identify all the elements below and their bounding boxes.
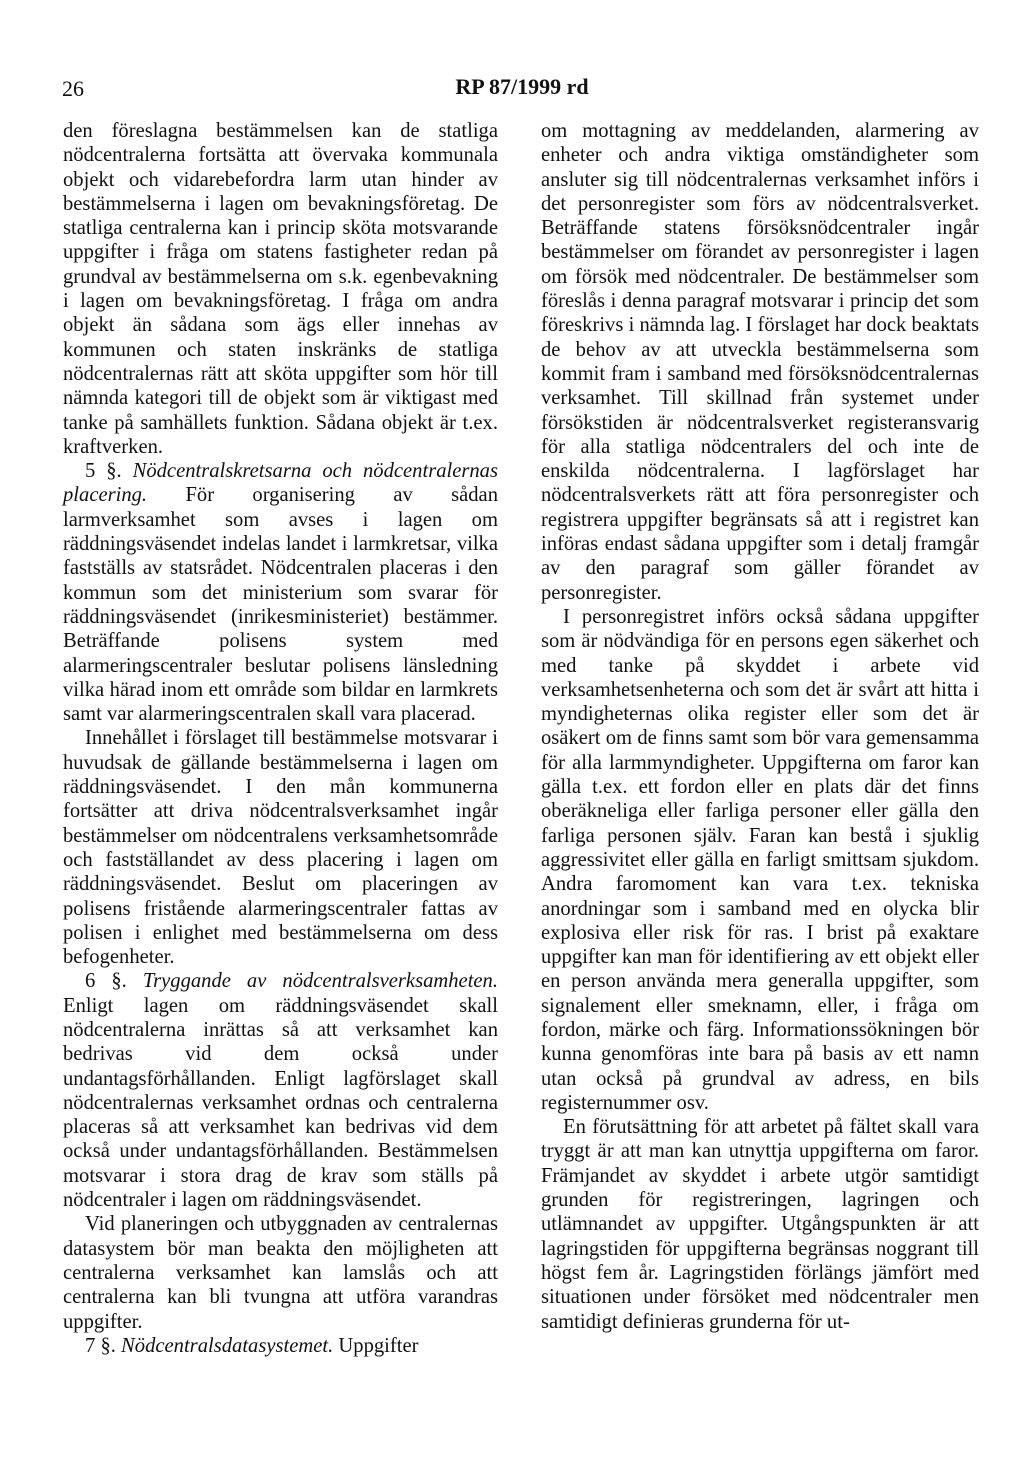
section-number: 6 §. [85, 970, 127, 993]
section-number: 5 §. [85, 460, 122, 483]
paragraph: En förutsättning för att arbetet på fältet skall vara tryggt är att man kan utnyttja uppgifterna om faror. Främjandet av skyddet i arbete utgör samtidigt grunden för registreringen, lagringen och utlämnandet av uppgifter. Utgångspunkten är att lagringstiden för uppgifterna begränsas noggrant till högst fem år. Lagringstiden förlängs jämfört med situationen under försöket med nödcentraler men samtidigt definieras grunderna för ut- [541, 1116, 979, 1333]
section-6 [63, 969, 498, 1212]
section-7 [63, 1334, 498, 1358]
section-title: Tryggande av nödcentralsverksamheten. [142, 970, 499, 993]
section-text: För organisering av sådan larmverksamhet som avses i lagen om räddningsväsendet indelas landet i larmkretsar, vilka fastställs av statsrådet. Nödcentralen placeras i den kommun som det ministerium som svarar för räddningsväsendet (inrikesministeriet) bestämmer. Beträffande polisens system med alarmeringscentraler beslutar polisens länsledning vilka härad inom ett område som bildar en larmkrets samt var alarmeringscentralen skall vara placerad. [63, 484, 498, 726]
section-title: Nödcentralskretsarna och nödcentralernas placering. [63, 460, 498, 507]
section-5 [63, 459, 498, 726]
section-text: Enligt lagen om räddningsväsendet skall nödcentralerna inrättas så att verksamhet kan bedrivas vid dem också under undantagsförhållanden. Enligt lagförslaget skall nödcentralernas verksamhet ordnas och centralerna placeras så att verksamhet kan bedrivas vid dem också under undantagsförhållanden. Bestämmelsen motsvarar i stora drag de krav som ställs på nödcentraler i lagen om räddningsväsendet. [63, 994, 498, 1212]
section-title: Nödcentralsdatasystemet. [121, 1334, 334, 1357]
paragraph: Vid planeringen och utbyggnaden av centralernas datasystem bör man beakta den möjligheten att centralerna verksamhet kan lamslås och att centralerna kan bli tvungna att utföra varandras uppgifter. [63, 1213, 498, 1333]
section-number: 7 §. [85, 1334, 116, 1357]
document-identifier: RP 87/1999 rd [455, 74, 589, 99]
page-number: 26 [62, 76, 84, 101]
paragraph: om mottagning av meddelanden, alarmering av enheter och andra viktiga omständigheter som ansluter sig till nödcentralernas verksamhet införs i det personregister som förs av nödcentralsverket. Beträffande statens försöksnödcentraler ingår bestämmelser om förandet av personregister i lagen om försök med nödcentraler. De bestämmelser som föreslås i denna paragraf motsvarar i princip det som föreskrivs i nämnda lag. I förslaget har dock beaktats de behov av att utveckla bestämmelserna som kommit fram i samband med försöksnödcentralernas verksamhet. Till skillnad från systemet under försökstiden är nödcentralsverket registeransvarig för alla statliga nödcentralers del och inte de enskilda nödcentralerna. I lagförslaget har nödcentralsverkets rätt att föra personregister och registrera uppgifter begränsats så att i registret kan införas endast sådana uppgifter som i detalj framgår av den paragraf som gäller förandet av personregister. [541, 120, 979, 604]
section-text: Uppgifter [338, 1334, 419, 1357]
paragraph: Innehållet i förslaget till bestämmelse motsvarar i huvudsak de gällande bestämmelserna i lagen om räddningsväsendet. I den mån kommunerna fortsätter att driva nödcentralsverksamhet ingår bestämmelser om nödcentralens verksamhetsområde och fastställandet av dess placering i lagen om räddningsväsendet. Beslut om placeringen av polisens fristående alarmeringscentraler fattas av polisen i enlighet med bestämmelserna om dess befogenheter. [63, 727, 498, 969]
paragraph: den föreslagna bestämmelsen kan de statliga nödcentralerna fortsätta att övervaka kommunala objekt och vidarebefordra larm utan hinder av bestämmelserna i lagen om bevakningsföretag. De statliga centralerna kan i princip sköta motsvarande uppgifter i fråga om statens fastigheter redan på grundval av bestämmelserna om s.k. egenbevakning i lagen om bevakningsföretag. I fråga om andra objekt än sådana som ägs eller innehas av kommunen och staten inskränks de statliga nödcentralernas rätt att sköta uppgifter som hör till nämnda kategori till de objekt som är viktigast med tanke på samhällets funktion. Sådana objekt är t.ex. kraftverken. [63, 120, 498, 458]
right-column [541, 119, 979, 1334]
left-column [63, 119, 498, 1358]
paragraph: I personregistret införs också sådana uppgifter som är nödvändiga för en persons egen säkerhet och med tanke på skyddet i arbete vid verksamhetsenheterna och som det är svårt att hitta i myndigheternas olika register eller som det är osäkert om de finns samt som bör vara gemensamma för alla larmmyndigheter. Uppgifterna om faror kan gälla t.ex. ett fordon eller en plats där det finns oberäkneliga eller farliga personer eller gälla den farliga personen själv. Faran kan bestå i sjuklig aggressivitet eller gälla en farligt smittsam sjukdom. Andra faromoment kan vara t.ex. tekniska anordningar som i samband med en olycka blir explosiva eller risk för ras. I brist på exaktare uppgifter kan man för identifiering av ett objekt eller en person använda mera generalla uppgifter, som signalement eller smeknamn, eller, i fråga om fordon, märke och färg. Informationssökningen bör kunna genomföras inte bara på basis av ett namn utan också på grundval av adress, en bils registernummer osv. [541, 605, 979, 1114]
